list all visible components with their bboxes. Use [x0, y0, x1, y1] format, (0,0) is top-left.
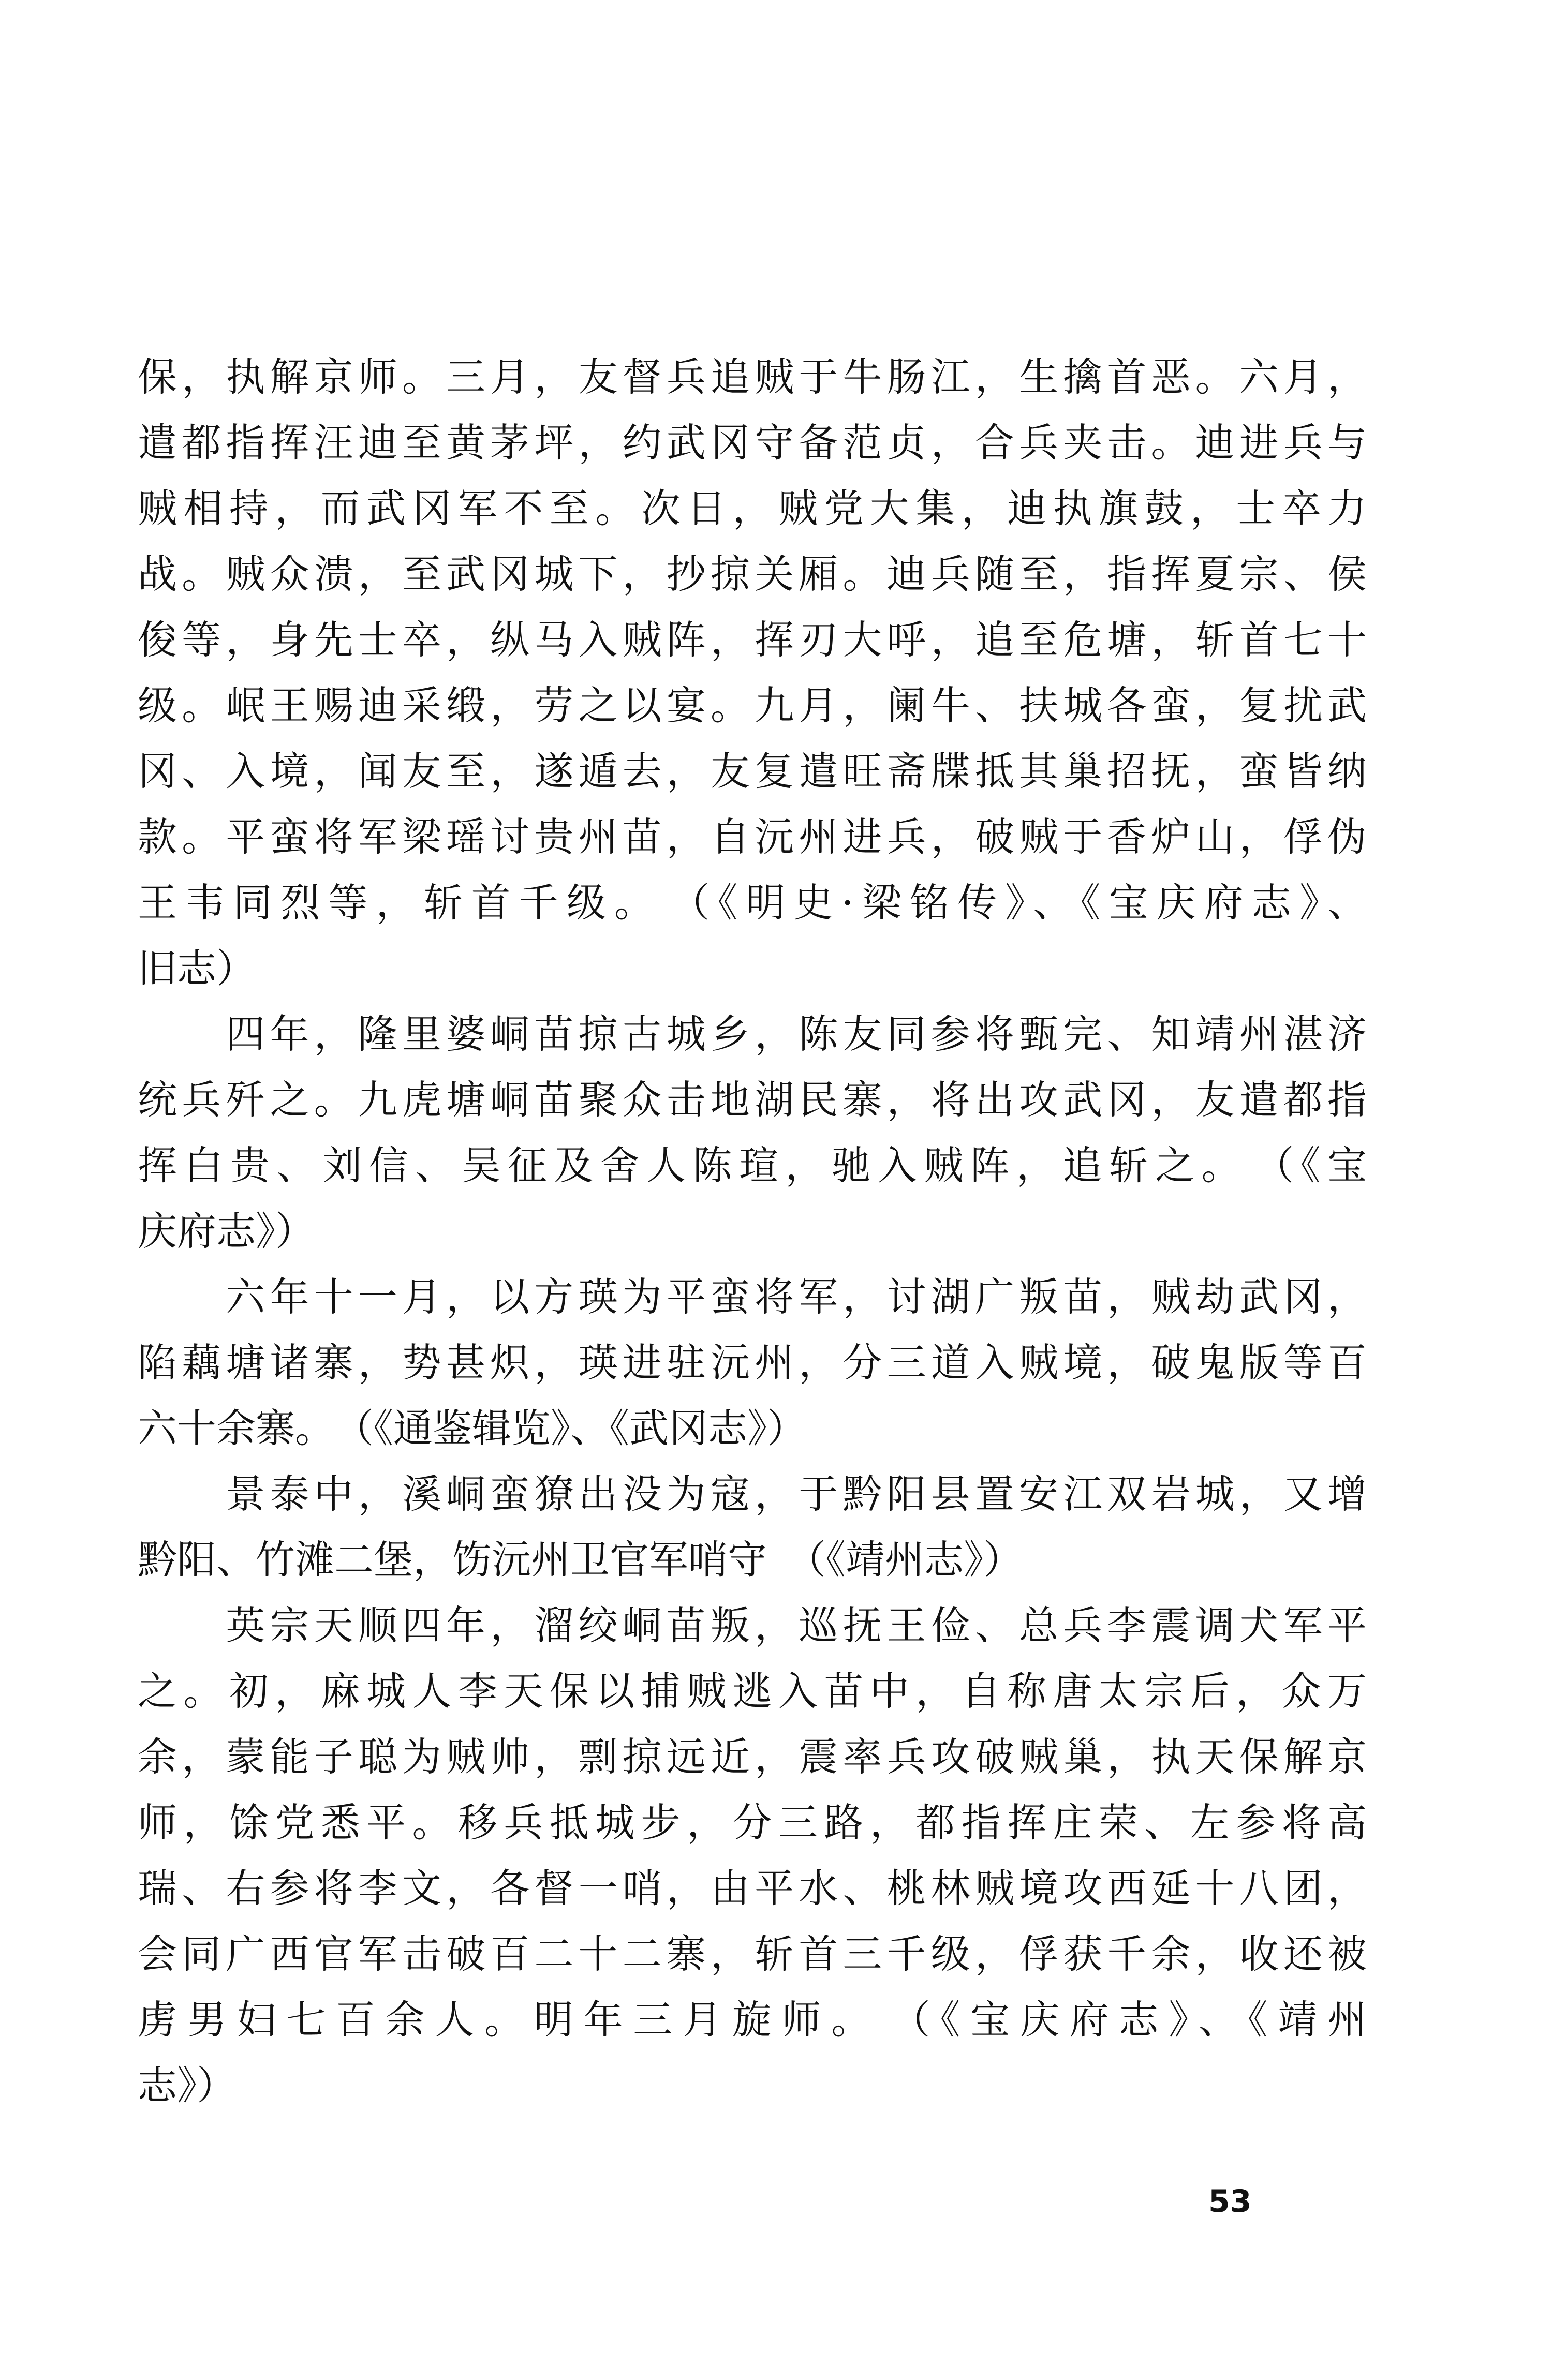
text-line: 瑞、右参将李文，各督一哨，由平水、桃林贼境攻西延十八团， [138, 1865, 1367, 1911]
text-line: 统兵歼之。九虎塘峒苗聚众击地湖民寨，将出攻武冈，友遣都指 [138, 1077, 1367, 1123]
text-line: 陷藕塘诸寨，势甚炽，瑛进驻沅州，分三道入贼境，破鬼版等百 [138, 1340, 1367, 1386]
text-line: 级。岷王赐迪采缎，劳之以宴。九月，阑牛、扶城各蛮，复扰武 [138, 682, 1367, 728]
text-line: 余，蒙能子聪为贼帅，剽掠远近，震率兵攻破贼巢，执天保解京 [138, 1734, 1367, 1780]
text-line: 会同广西官军击破百二十二寨，斩首三千级，俘获千余，收还被 [138, 1931, 1367, 1977]
text-line: 师，馀党悉平。移兵抵城步，分三路，都指挥庄荣、左参将高 [138, 1799, 1367, 1846]
text-line: 景泰中，溪峒蛮獠出没为寇，于黔阳县置安江双岩城，又增 [138, 1471, 1367, 1517]
text-line: 款。平蛮将军梁瑶讨贵州苗，自沅州进兵，破贼于香炉山，俘伪 [138, 814, 1367, 860]
text-line: 黔阳、竹滩二堡，饬沅州卫官军哨守 （《靖州志》） [138, 1537, 1023, 1583]
text-line: 四年，隆里婆峒苗掠古城乡，陈友同参将甄完、知靖州湛济 [138, 1011, 1367, 1057]
text-line: 六年十一月，以方瑛为平蛮将军，讨湖广叛苗，贼劫武冈， [138, 1274, 1367, 1320]
text-line: 战。贼众溃，至武冈城下，抄掠关厢。迪兵随至，指挥夏宗、侯 [138, 551, 1367, 597]
text-line: 保，执解京师。三月，友督兵追贼于牛肠江，生擒首恶。六月， [138, 354, 1367, 400]
text-line: 贼相持，而武冈军不至。次日，贼党大集，迪执旗鼓，士卒力 [138, 485, 1367, 531]
text-line: 庆府志》） [138, 1208, 315, 1254]
text-line: 六十余寨。 （《通鉴辑览》、《武冈志》） [138, 1405, 806, 1451]
page-number: 53 [1208, 2183, 1252, 2220]
text-line: 之。初，麻城人李天保以捕贼逃入苗中，自称唐太宗后，众万 [138, 1668, 1367, 1714]
text-line: 冈、入境，闻友至，遂遁去，友复遣旺斋牒抵其巢招抚，蛮皆纳 [138, 748, 1367, 794]
text-line: 俊等，身先士卒，纵马入贼阵，挥刃大呼，追至危塘，斩首七十 [138, 617, 1367, 663]
text-line: 英宗天顺四年，溜绞峒苗叛，巡抚王俭、总兵李震调犬军平 [138, 1602, 1367, 1648]
text-line: 志》） [138, 2062, 236, 2108]
text-line: 王韦同烈等，斩首千级。 （《明史·梁铭传》、《宝庆府志》、 [138, 880, 1367, 926]
text-line: 挥白贵、刘信、吴征及舍人陈瑄，驰入贼阵，追斩之。 （《宝 [138, 1142, 1367, 1188]
body-text [138, 344, 1367, 2118]
text-line: 虏男妇七百余人。明年三月旋师。 （《宝庆府志》、《靖州 [138, 1997, 1367, 2043]
text-line: 遣都指挥汪迪至黄茅坪，约武冈守备范贞，合兵夹击。迪进兵与 [138, 420, 1367, 466]
text-line: 旧志） [138, 945, 256, 991]
